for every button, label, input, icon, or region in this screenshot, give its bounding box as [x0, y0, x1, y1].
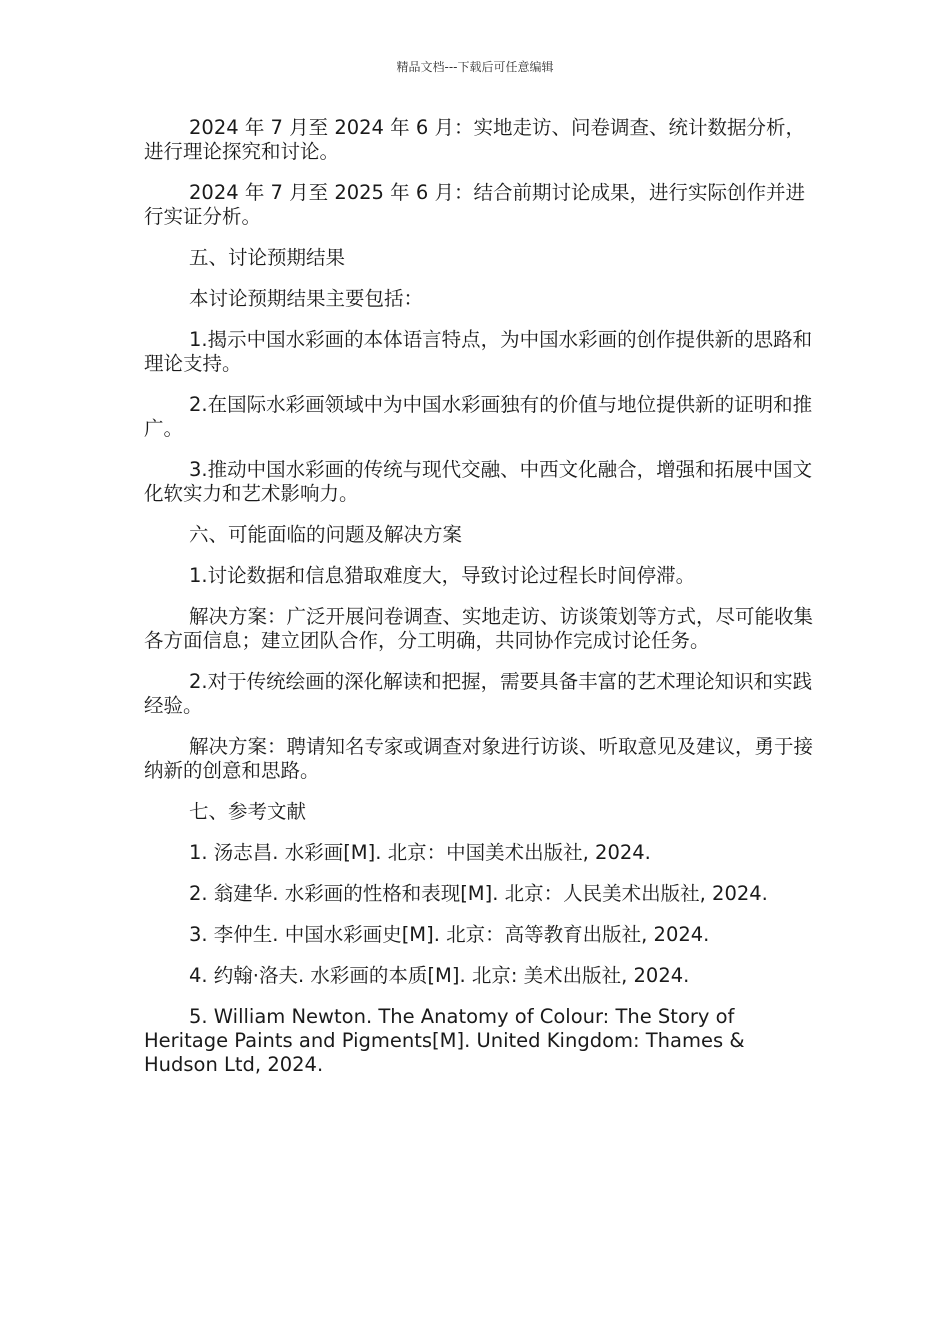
expected-result-2: 2.在国际水彩画领域中为中国水彩画独有的价值与地位提供新的证明和推广。 — [144, 393, 813, 440]
solution-1: 解决方案：广泛开展问卷调查、实地走访、访谈策划等方式，尽可能收集各方面信息；建立团队合作，分工明确，共同协作完成讨论任务。 — [144, 605, 814, 652]
reference-5: 5. William Newton. The Anatomy of Colour: The Story of Heritage Paints and Pigments[M]. United Kingdom: Thames & Hudson Ltd, 2024. — [144, 1005, 745, 1076]
schedule-paragraph-1: 2024 年 7 月至 2024 年 6 月：实地走访、问卷调查、统计数据分析，进行理论探究和讨论。 — [144, 116, 805, 163]
expected-result-3: 3.推动中国水彩画的传统与现代交融、中西文化融合，增强和拓展中国文化软实力和艺术影响力。 — [144, 458, 813, 505]
solution-2: 解决方案：聘请知名专家或调查对象进行访谈、听取意见及建议，勇于接纳新的创意和思路。 — [144, 735, 814, 782]
document-body — [144, 116, 824, 1094]
expected-results-intro: 本讨论预期结果主要包括： — [189, 287, 424, 310]
section-heading-problems: 六、可能面临的问题及解决方案 — [189, 523, 463, 546]
problem-1: 1.讨论数据和信息猎取难度大，导致讨论过程长时间停滞。 — [189, 564, 696, 587]
problem-2: 2.对于传统绘画的深化解读和把握，需要具备丰富的艺术理论知识和实践经验。 — [144, 670, 813, 717]
section-heading-expected-results: 五、讨论预期结果 — [189, 246, 346, 269]
reference-2: 2. 翁建华. 水彩画的性格和表现[M]. 北京：人民美术出版社, 2024. — [189, 882, 768, 905]
reference-1: 1. 汤志昌. 水彩画[M]. 北京：中国美术出版社, 2024. — [189, 841, 651, 864]
page-header: 精品文档---下载后可任意编辑 — [396, 60, 554, 74]
expected-result-1: 1.揭示中国水彩画的本体语言特点，为中国水彩画的创作提供新的思路和理论支持。 — [144, 328, 813, 375]
section-heading-references: 七、参考文献 — [189, 800, 307, 823]
reference-4: 4. 约翰·洛夫. 水彩画的本质[M]. 北京: 美术出版社, 2024. — [189, 964, 690, 987]
schedule-paragraph-2: 2024 年 7 月至 2025 年 6 月：结合前期讨论成果，进行实际创作并进行实证分析。 — [144, 181, 805, 228]
reference-3: 3. 李仲生. 中国水彩画史[M]. 北京：高等教育出版社, 2024. — [189, 923, 710, 946]
